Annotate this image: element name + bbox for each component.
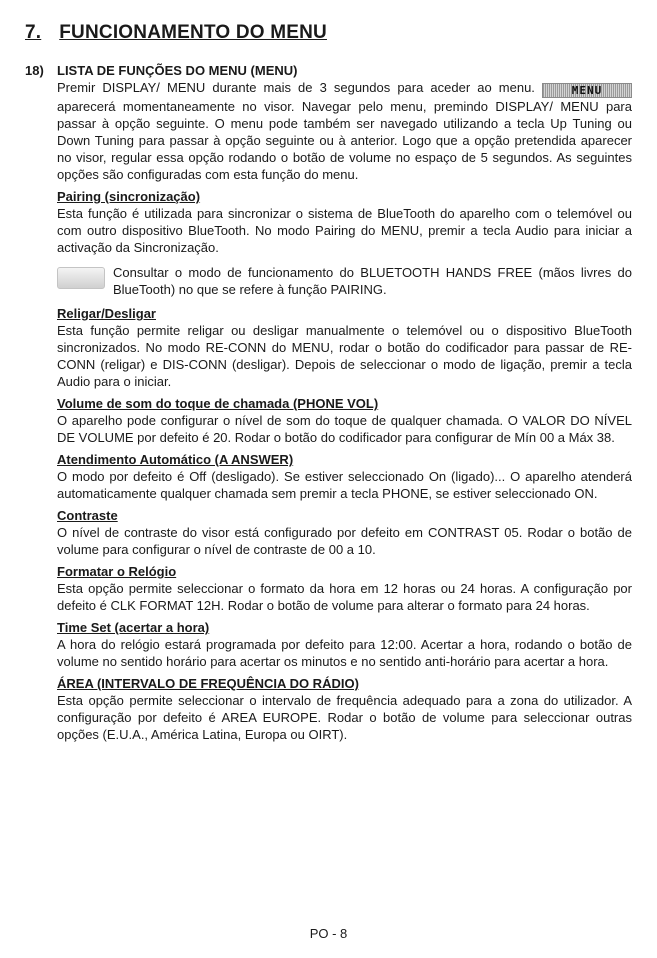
- intro-paragraph: [57, 79, 632, 183]
- a-answer-title: Atendimento Automático (A ANSWER): [57, 452, 294, 467]
- contraste-title: Contraste: [57, 508, 118, 523]
- chapter-number: 7.: [25, 22, 42, 43]
- chapter-heading: [25, 22, 327, 44]
- item-heading: [25, 63, 298, 78]
- pairing-note: [57, 264, 632, 298]
- page-number: PO - 8: [309, 926, 348, 941]
- pairing-body: Esta função é utilizada para sincronizar o sistema de BlueTooth do aparelho com o telemóvel ou com outro dispositivo BlueTooth. No modo Pairing do MENU, premir a tecla Audio para iniciar a activação da Sincronização.: [57, 206, 632, 255]
- intro-text-before: Premir DISPLAY/ MENU durante mais de 3 segundos para aceder ao menu.: [57, 80, 535, 95]
- area-title: ÁREA (INTERVALO DE FREQUÊNCIA DO RÁDIO): [57, 676, 359, 691]
- relogio-title: Formatar o Relógio: [57, 564, 177, 579]
- note-icon: [57, 267, 105, 289]
- time-set-body: A hora do relógio estará programada por defeito para 12:00. Acertar a hora, rodando o botão de volume no sentido horário para acertar os minutos e no sentido anti-horário para acertar a hora.: [57, 637, 632, 669]
- intro-text-after: aparecerá momentaneamente no visor. Navegar pelo menu, premindo DISPLAY/ MENU para passar à opção seguinte. O menu pode também ser navegado utilizando a tecla Up Tuning ou Down Tuning para passar à opção seguinte ou à anterior. Logo que a opção pretendida aparecer no visor, regular essa opção rodando o botão de volume no espaço de 5 segundos. As seguintes opções são configuradas com esta função do menu.: [57, 99, 632, 182]
- relogio-body: Esta opção permite seleccionar o formato da hora em 12 horas ou 24 horas. A configuração por defeito é CLK FORMAT 12H. Rodar o botão de volume para alterar o formato para 24 horas.: [57, 581, 632, 613]
- religar-title: Religar/Desligar: [57, 306, 156, 321]
- chapter-title: FUNCIONAMENTO DO MENU: [59, 22, 327, 43]
- religar-body: Esta função permite religar ou desligar manualmente o telemóvel ou o dispositivo BlueTooth sincronizados. No modo RE-CONN do MENU, rodar o botão do codificador para passar de RE-CONN (religar) e DIS-CONN (desligar). Depois de seleccionar o modo de ligação, premir a tecla Audio para o iniciar.: [57, 323, 632, 389]
- content-body: [57, 79, 632, 743]
- area-body: Esta opção permite seleccionar o intervalo de frequência adequado para a zona do utilizador. A configuração por defeito é AREA EUROPE. Rodar o botão de volume para seleccionar outras opções (E.U.A., América Latina, Europa ou OIRT).: [57, 693, 632, 742]
- a-answer-body: O modo por defeito é Off (desligado). Se estiver seleccionado On (ligado)... O aparelho atenderá automaticamente qualquer chamada sem premir a tecla PHONE, se estiver seleccionado ON.: [57, 469, 632, 501]
- time-set-title: Time Set (acertar a hora): [57, 620, 210, 635]
- item-title: LISTA DE FUNÇÕES DO MENU (MENU): [57, 63, 298, 78]
- item-number: 18): [25, 63, 44, 78]
- contraste-body: O nível de contraste do visor está configurado por defeito em CONTRAST 05. Rodar o botão de volume para configurar o nível de contraste de 00 a 10.: [57, 525, 632, 557]
- pairing-note-text: Consultar o modo de funcionamento do BLUETOOTH HANDS FREE (mãos livres do BlueTooth) no que se refere à função PAIRING.: [113, 265, 632, 297]
- phone-vol-title: Volume de som do toque de chamada (PHONE VOL): [57, 396, 379, 411]
- lcd-menu-display: MENU: [542, 83, 632, 98]
- phone-vol-body: O aparelho pode configurar o nível de som do toque de qualquer chamada. O VALOR DO NÍVEL DE VOLUME por defeito é 20. Rodar o botão do codificador para configurar de Mín 00 a Máx 38.: [57, 413, 632, 445]
- pairing-title: Pairing (sincronização): [57, 189, 201, 204]
